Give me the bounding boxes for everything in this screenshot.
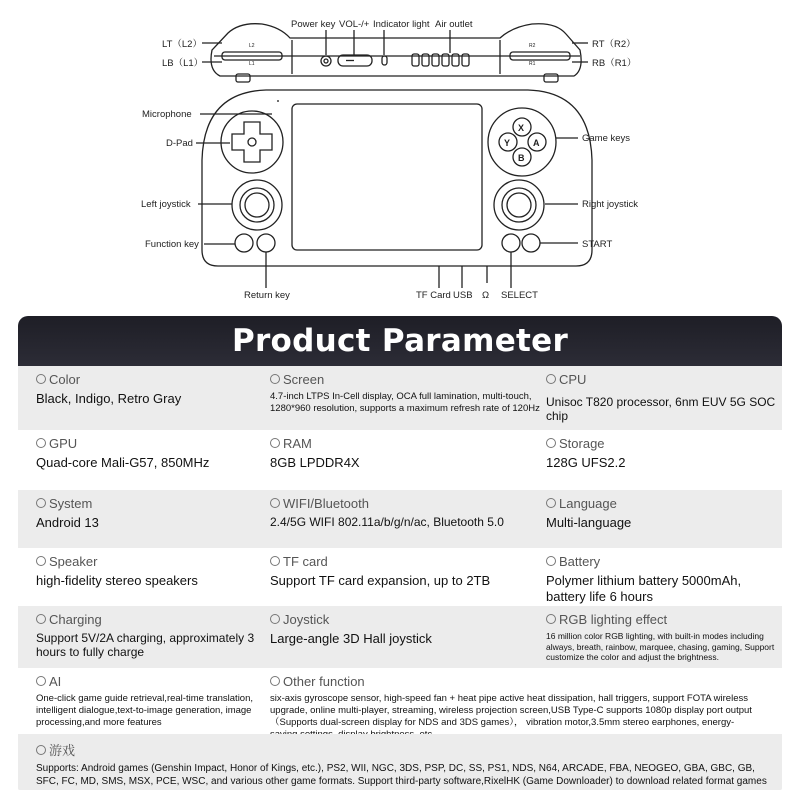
dpad-ring xyxy=(221,111,283,173)
param-head-ram: RAM xyxy=(283,436,312,451)
param-head-cpu: CPU xyxy=(559,372,587,387)
param-head-ai: AI xyxy=(49,674,62,689)
param-value-color: Black, Indigo, Retro Gray xyxy=(36,391,182,406)
label-microphone: Microphone xyxy=(142,109,192,120)
device-diagram xyxy=(0,0,800,310)
param-value-games: Supports: Android games (Genshin Impact, Honor of Kings, etc.), PS2, WII, NGC, 3DS, PSP, DC, SS, PS1, NDS, N64, ARCADE, FBA, NEOGEO, GBA, GBC, GB, SFC, FC, MD, SMS, MSX, PCE, WSC, and various other game formats. Support third-party software,RixelHK (Game Downloader) to download related format games xyxy=(36,763,767,787)
param-value-storage: 128G UFS2.2 xyxy=(546,455,626,470)
param-head-charging: Charging xyxy=(49,612,102,627)
param-row xyxy=(18,490,782,548)
param-value-screen: 4.7-inch LTPS In-Cell display, OCA full lamination, multi-touch, 1280*960 resolution, supports a maximum refresh rate of 120Hz xyxy=(270,391,540,414)
param-head-battery: Battery xyxy=(559,554,601,569)
r2-mark: R2 xyxy=(529,43,536,49)
volume-rocker xyxy=(338,55,372,66)
param-value-cpu: Unisoc T820 processor, 6nm EUV 5G SOC chip xyxy=(546,395,776,424)
dpad xyxy=(232,122,272,162)
button-x: X xyxy=(518,123,525,133)
param-head-tf-card: TF card xyxy=(283,554,328,569)
param-head-games: 游戏 xyxy=(49,743,76,758)
panel-title: Product Parameter xyxy=(231,323,569,359)
label-tf-card: TF Card xyxy=(416,290,451,301)
select-button xyxy=(502,234,520,252)
function-key xyxy=(235,234,253,252)
panel-title-bar xyxy=(18,316,782,366)
label-lt: LT（L2） xyxy=(162,39,202,50)
param-head-wifi: WIFI/Bluetooth xyxy=(283,496,369,511)
param-value-joystick: Large-angle 3D Hall joystick xyxy=(270,631,432,646)
top-view-body xyxy=(211,24,581,76)
start-button xyxy=(522,234,540,252)
param-value-tf-card: Support TF card expansion, up to 2TB xyxy=(270,573,491,588)
label-dpad: D-Pad xyxy=(166,138,193,149)
param-value-language: Multi-language xyxy=(546,515,632,530)
label-rt: RT（R2） xyxy=(592,39,636,50)
label-air-outlet: Air outlet xyxy=(435,19,473,30)
param-row xyxy=(18,606,782,668)
label-usb: USB xyxy=(453,290,473,301)
param-head-joystick: Joystick xyxy=(283,612,330,627)
product-parameter-panel xyxy=(18,316,782,790)
param-head-storage: Storage xyxy=(559,436,605,451)
label-game-keys: Game keys xyxy=(582,133,631,144)
label-headphone: Ω xyxy=(482,290,490,301)
button-a: A xyxy=(533,138,540,148)
label-right-joystick: Right joystick xyxy=(582,199,638,210)
param-value-charging: Support 5V/2A charging, approximately 3 hours to fully charge xyxy=(36,631,255,660)
param-value-system: Android 13 xyxy=(36,515,99,530)
label-function-key: Function key xyxy=(145,239,199,250)
button-b: B xyxy=(518,153,525,163)
param-row xyxy=(18,366,782,430)
power-key xyxy=(321,56,331,66)
param-value-gpu: Quad-core Mali-G57, 850MHz xyxy=(36,455,210,470)
param-value-speaker: high-fidelity stereo speakers xyxy=(36,573,198,588)
label-lb: LB（L1） xyxy=(162,58,204,69)
l2-mark: L2 xyxy=(249,43,255,49)
label-rb: RB（R1） xyxy=(592,58,637,69)
param-row xyxy=(18,668,782,734)
indicator-light xyxy=(382,56,387,65)
label-indicator: Indicator light xyxy=(373,19,430,30)
param-row xyxy=(18,430,782,490)
return-key xyxy=(257,234,275,252)
label-vol: VOL-/+ xyxy=(339,19,370,30)
param-row xyxy=(18,548,782,606)
param-value-ai: One-click game guide retrieval,real-time translation, intelligent dialogue,text-to-image generation, image processing,and more features xyxy=(36,693,254,728)
param-head-rgb: RGB lighting effect xyxy=(559,612,668,627)
label-power-key: Power key xyxy=(291,19,336,30)
button-y: Y xyxy=(504,138,511,148)
param-row-games xyxy=(18,734,782,790)
label-return-key: Return key xyxy=(244,290,290,301)
front-view-body xyxy=(202,90,592,266)
param-head-other: Other function xyxy=(283,674,365,689)
label-select: SELECT xyxy=(501,290,538,301)
label-start: START xyxy=(582,239,613,250)
param-head-speaker: Speaker xyxy=(49,554,98,569)
param-head-gpu: GPU xyxy=(49,436,78,451)
param-head-screen: Screen xyxy=(283,372,325,387)
param-head-system: System xyxy=(49,496,93,511)
param-head-color: Color xyxy=(49,372,81,387)
l1-mark: L1 xyxy=(249,61,255,67)
param-value-wifi: 2.4/5G WIFI 802.11a/b/g/n/ac, Bluetooth 5.0 xyxy=(270,515,504,529)
param-head-language: Language xyxy=(559,496,617,511)
param-value-battery: Polymer lithium battery 5000mAh, battery life 6 hours xyxy=(546,573,742,604)
screen xyxy=(292,104,482,250)
param-value-rgb: 16 million color RGB lighting, with built-in modes including always, breath, rainbow, marquee, chasing, gaming, Support customize the color and adjust the brightness. xyxy=(546,631,775,663)
param-value-other: six-axis gyroscope sensor, high-speed fan + heat pipe active heat dissipation, hall triggers, support FOTA wireless upgrade, online multi-player, streaming, wireless projection screen,USB Type-C supports 1080p display port output（Supports dual-screen display for NDS and 3DS games）， vibration motor,3.5mm stereo earphones, energy- xyxy=(270,693,752,728)
r1-mark: R1 xyxy=(529,61,536,67)
label-left-joystick: Left joystick xyxy=(141,199,191,210)
param-value-ram: 8GB LPDDR4X xyxy=(270,455,360,470)
